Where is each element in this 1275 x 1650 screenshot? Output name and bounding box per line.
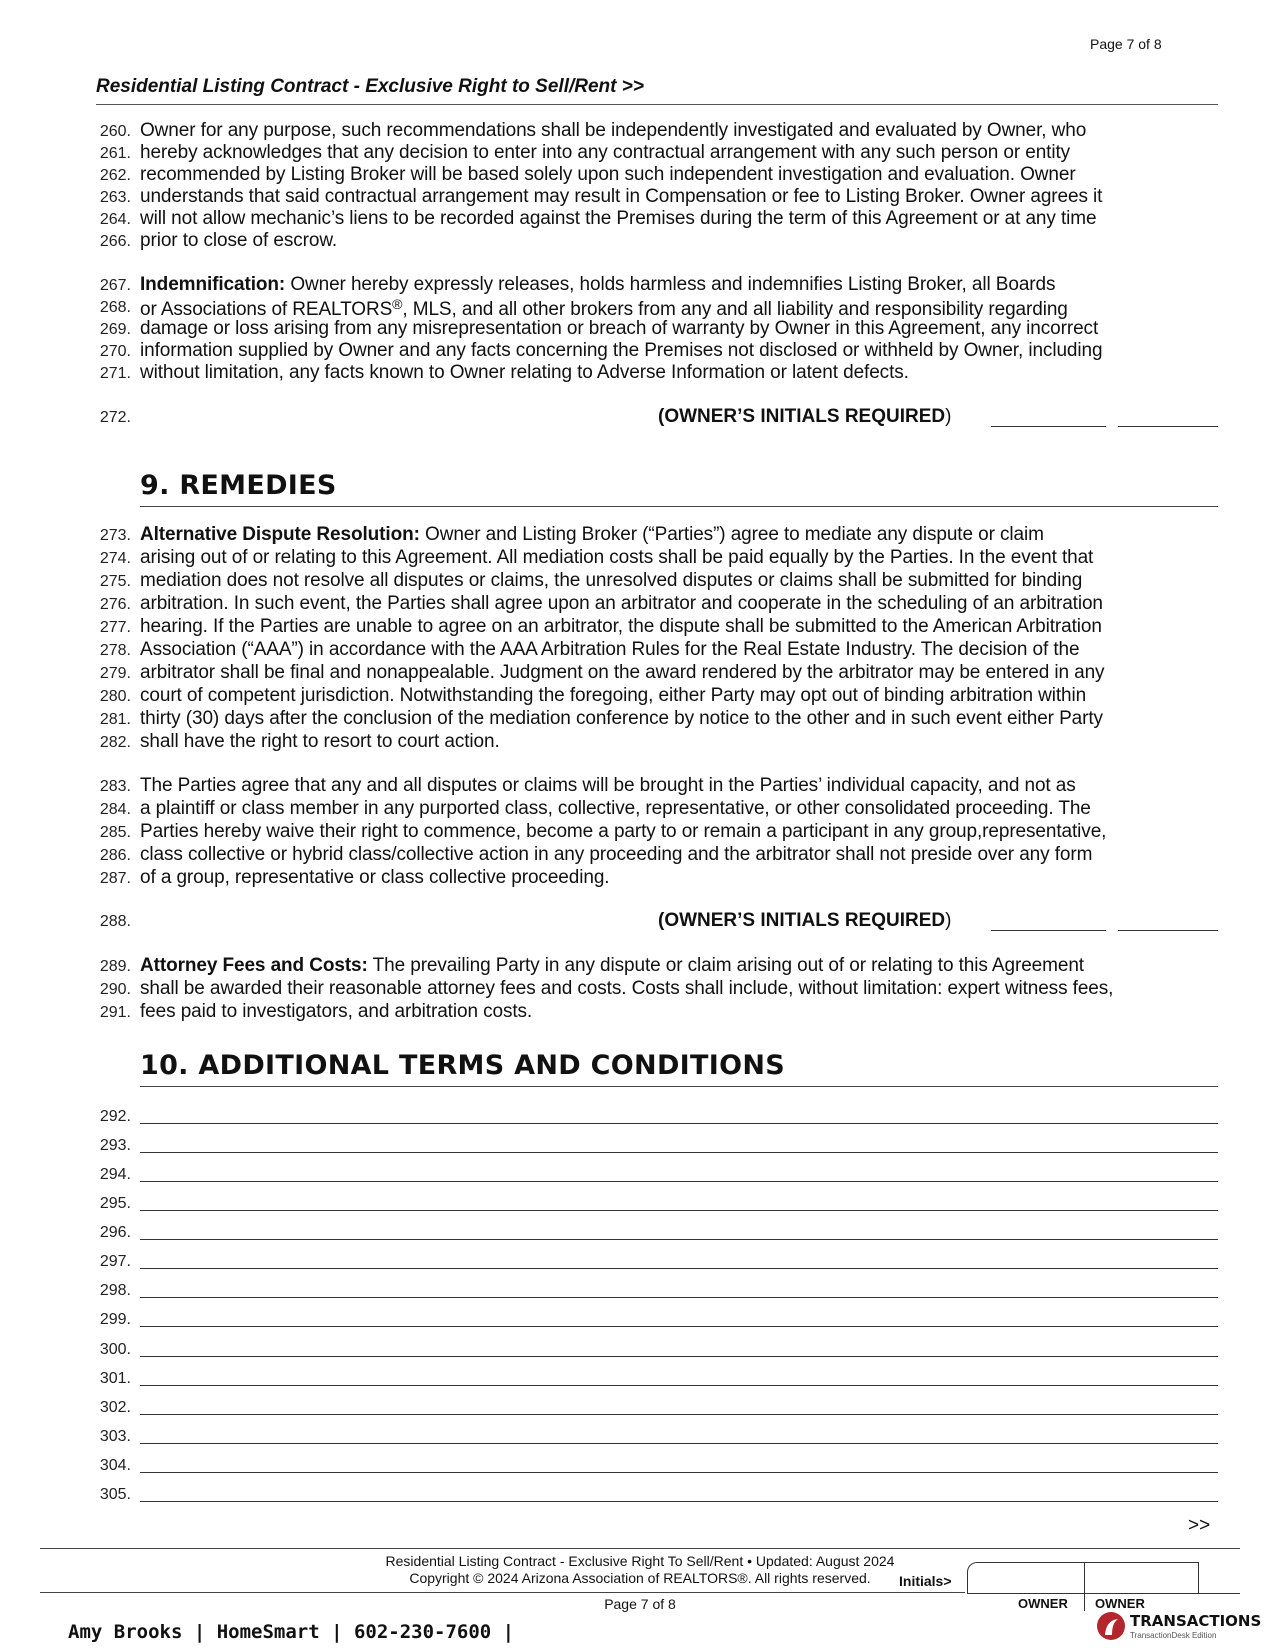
text-line: 283. The Parties agree that any and all disputes or claims will be brought in the Parties’ individual capacity, and not as [99,775,1076,796]
fill-in-line[interactable]: 299. [96,1308,1226,1331]
text-line: 260. Owner for any purpose, such recommendations shall be independently investigated and evaluated by Owner, who [99,120,1087,141]
section-heading: 10. ADDITIONAL TERMS AND CONDITIONS [140,1050,785,1081]
fill-in-line[interactable]: 297. [96,1250,1226,1273]
section-heading: 9. REMEDIES [140,470,337,501]
continue-arrow: >> [1188,1515,1211,1536]
fill-in-line[interactable]: 302. [96,1396,1226,1419]
owner-label-1: OWNER [1018,1596,1068,1611]
fill-in-line[interactable]: 295. [96,1192,1226,1215]
text-line: 275. mediation does not resolve all disputes or claims, the unresolved disputes or claims shall be submitted for binding [99,570,1083,591]
owner-initials-blank-1[interactable] [991,930,1106,931]
fill-in-line[interactable]: 292. [96,1105,1226,1128]
text-line: 268. or Associations of REALTORS®, MLS, and all other brokers from any and all liability and responsibility regarding [99,296,1068,320]
text-line: 286. class collective or hybrid class/collective action in any proceeding and the arbitrator shall not preside over any form [99,844,1093,865]
text-line: 274. arising out of or relating to this Agreement. All mediation costs shall be paid equally by the Parties. In the event that [99,547,1094,568]
text-line: 261. hereby acknowledges that any decision to enter into any contractual arrangement with any such person or entity [99,142,1071,163]
text-line: 277. hearing. If the Parties are unable to agree on an arbitrator, the dispute shall be submitted to the American Arbitration [99,616,1102,637]
fill-in-line[interactable]: 300. [96,1338,1226,1361]
text-line: 289. Attorney Fees and Costs: The prevailing Party in any dispute or claim arising out of or relating to this Agreement [99,955,1084,976]
owner-initials-blank-2[interactable] [1118,930,1218,931]
fill-in-line[interactable]: 305. [96,1483,1226,1506]
text-line: 282. shall have the right to resort to court action. [99,731,500,752]
adr-heading: Alternative Dispute Resolution: [140,524,420,545]
transactions-logo-icon [1096,1611,1126,1641]
footer-page-number: Page 7 of 8 [604,1596,676,1612]
page-number-top: Page 7 of 8 [1090,36,1162,52]
fill-in-line[interactable]: 303. [96,1425,1226,1448]
indemnification-heading: Indemnification: [140,274,286,295]
text-line: 276. arbitration. In such event, the Parties shall agree upon an arbitrator and cooperate in the scheduling of an arbitration [99,593,1103,614]
text-line: 285. Parties hereby waive their right to commence, become a party to or remain a participant in any group,representative, [99,821,1107,842]
text-line: 281. thirty (30) days after the conclusion of the mediation conference by notice to the other and in such event either Party [99,708,1103,729]
text-line: 291. fees paid to investigators, and arbitration costs. [99,1001,533,1022]
text-line: 264. will not allow mechanic’s liens to be recorded against the Premises during the term of this Agreement or at any time [99,208,1097,229]
agent-info: Amy Brooks | HomeSmart | 602-230-7600 | [68,1621,515,1643]
fill-in-line[interactable]: 301. [96,1367,1226,1390]
text-line: 284. a plaintiff or class member in any purported class, collective, representative, or other consolidated proceeding. The [99,798,1091,819]
footer-form-info: Residential Listing Contract - Exclusive Right To Sell/Rent • Updated: August 2024 [385,1553,895,1569]
fill-in-line[interactable]: 294. [96,1163,1226,1186]
footer-divider [40,1592,965,1593]
registered-mark: ® [392,296,403,312]
owner-initials-row: 272. (OWNER’S INITIALS REQUIRED) [96,406,1226,432]
text-line: 290. shall be awarded their reasonable attorney fees and costs. Costs shall include, without limitation: expert witness fees, [99,978,1114,999]
section-divider [140,506,1218,507]
text-line: 266. prior to close of escrow. [99,230,338,251]
owner-initials-blank-1[interactable] [991,426,1106,427]
owner-initials-box[interactable] [967,1562,1199,1593]
owner-initials-row: 288. (OWNER’S INITIALS REQUIRED) [96,910,1226,936]
text-line: 267. Indemnification: Owner hereby expressly releases, holds harmless and indemnifies Listing Broker, all Boards [99,274,1056,295]
title-divider [96,104,1218,105]
section-divider [140,1086,1218,1087]
owner-label-2: OWNER [1095,1596,1145,1611]
fill-in-line[interactable]: 298. [96,1279,1226,1302]
fill-in-line[interactable]: 304. [96,1454,1226,1477]
text-line: 269. damage or loss arising from any misrepresentation or breach of warranty by Owner in this Agreement, any incorrect [99,318,1099,339]
owner-label-divider [967,1593,1240,1594]
initials-box-divider [1084,1562,1085,1611]
text-line: 263. understands that said contractual arrangement may result in Compensation or fee to Listing Broker. Owner agrees it [99,186,1103,207]
document-title: Residential Listing Contract - Exclusive Right to Sell/Rent >> [96,76,644,97]
text-line: 287. of a group, representative or class collective proceeding. [99,867,610,888]
footer-copyright: Copyright © 2024 Arizona Association of REALTORS®. All rights reserved. [409,1570,871,1586]
text-line: 273. Alternative Dispute Resolution: Owner and Listing Broker (“Parties”) agree to mediate any dispute or claim [99,524,1044,545]
text-line: 262. recommended by Listing Broker will be based solely upon such independent investigation and evaluation. Owner [99,164,1076,185]
text-line: 270. information supplied by Owner and any facts concerning the Premises not disclosed or withheld by Owner, including [99,340,1103,361]
text-line: 279. arbitrator shall be final and nonappealable. Judgment on the award rendered by the arbitrator may be entered in any [99,662,1105,683]
footer-divider [40,1548,1240,1549]
owner-initials-blank-2[interactable] [1118,426,1218,427]
fill-in-line[interactable]: 293. [96,1134,1226,1157]
transactions-logo: TRANSACTIONS TransactionDesk Edition [1096,1611,1126,1646]
text-line: 280. court of competent jurisdiction. Notwithstanding the foregoing, either Party may opt out of binding arbitration within [99,685,1087,706]
attorney-fees-heading: Attorney Fees and Costs: [140,955,368,976]
initials-label: Initials> [899,1573,952,1589]
text-line: 271. without limitation, any facts known to Owner relating to Adverse Information or latent defects. [99,362,909,383]
fill-in-line[interactable]: 296. [96,1221,1226,1244]
text-line: 278. Association (“AAA”) in accordance with the AAA Arbitration Rules for the Real Estate Industry. The decision of the [99,639,1080,660]
